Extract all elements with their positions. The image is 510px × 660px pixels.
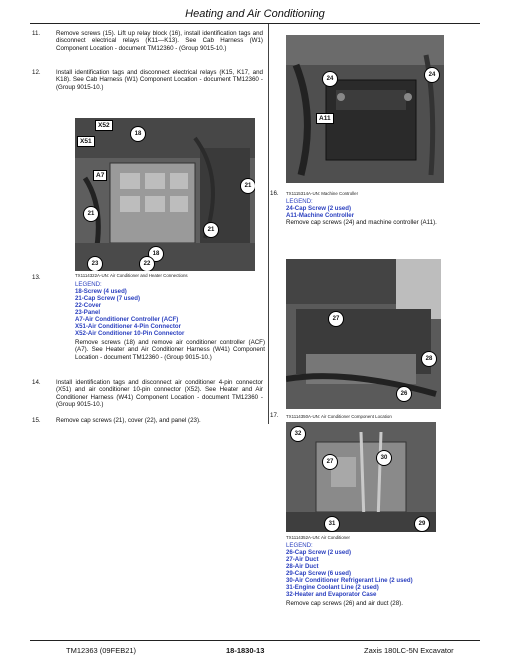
legend-item: 22-Cover bbox=[75, 302, 102, 309]
page-header-title: Heating and Air Conditioning bbox=[185, 8, 325, 20]
callout-23: 23 bbox=[87, 256, 103, 271]
callout-24-right: 24 bbox=[424, 67, 440, 83]
callout-27: 27 bbox=[322, 454, 338, 470]
callout-x51: X51 bbox=[77, 136, 95, 147]
callout-a11: A11 bbox=[316, 113, 334, 124]
callout-26: 26 bbox=[396, 386, 412, 402]
legend-item: X52-Air Conditioner 10-Pin Connector bbox=[75, 330, 185, 337]
legend-item: X51-Air Conditioner 4-Pin Connector bbox=[75, 323, 181, 330]
callout-21-right: 21 bbox=[240, 178, 255, 194]
step-11 bbox=[32, 30, 263, 52]
callout-22: 22 bbox=[139, 256, 155, 271]
legend-item: 24-Cap Screw (2 used) bbox=[286, 205, 352, 212]
legend-item: 29-Cap Screw (6 used) bbox=[286, 570, 352, 577]
callout-27: 27 bbox=[328, 311, 344, 327]
step-12 bbox=[32, 69, 263, 91]
step-13-text: Remove screws (18) and remove air conditioner controller (ACF) (A7). See Heater and Air Conditioner Harness (W41) Component Location - document TM12360 - (Group 9015-10.) bbox=[75, 339, 265, 361]
step-11-text: Remove screws (15). Lift up relay block (16), install identification tags and disconnect electrical relays (K11—K13). See Cab Harness (W1) Component Location - document TM12360 - (Group 9015-10.) bbox=[56, 30, 263, 52]
callout-32: 32 bbox=[290, 426, 306, 442]
step-14-number: 14. bbox=[32, 379, 41, 386]
header-rule bbox=[30, 23, 480, 24]
step-17-text: Remove cap screws (26) and air duct (28). bbox=[286, 600, 403, 607]
legend-item: 26-Cap Screw (2 used) bbox=[286, 549, 352, 556]
step-14 bbox=[32, 379, 263, 409]
callout-31: 31 bbox=[324, 516, 340, 532]
figure-1-illustration bbox=[75, 118, 255, 271]
step-16-number: 16. bbox=[270, 190, 279, 197]
step-16-text: Remove cap screws (24) and machine controller (A11). bbox=[286, 219, 437, 226]
figure-1-legend bbox=[75, 281, 265, 337]
callout-24-left: 24 bbox=[322, 71, 338, 87]
callout-21-lower: 21 bbox=[203, 222, 219, 238]
figure-3-caption: TX1114350A-UN: Air Conditioner Component Location bbox=[286, 414, 392, 419]
legend-item: 23-Panel bbox=[75, 309, 101, 316]
step-14-text: Install identification tags and disconnect air conditioner 4-pin connector (X51) and air conditioner 10-pin connector (X52). See Heater and Air Conditioner Harness (W41) Component Location - document TM12360 - (Group 9015-10.) bbox=[56, 379, 263, 409]
step-15 bbox=[32, 417, 263, 424]
legend-item: 30-Air Conditioner Refrigerant Line (2 used) bbox=[286, 577, 413, 584]
callout-29: 29 bbox=[414, 516, 430, 532]
legend-item: 21-Cap Screw (7 used) bbox=[75, 295, 141, 302]
figure-3-illustration bbox=[286, 259, 441, 409]
callout-28: 28 bbox=[421, 351, 437, 367]
legend-item: A7-Air Conditioner Controller (ACF) bbox=[75, 316, 179, 323]
footer-model: Zaxis 180LC-5N Excavator bbox=[364, 646, 454, 655]
figure-2-legend bbox=[286, 198, 486, 219]
figure-1-legend-title: LEGEND: bbox=[75, 281, 102, 288]
figure-4-legend-title: LEGEND: bbox=[286, 542, 313, 549]
figure-2-legend-title: LEGEND: bbox=[286, 198, 313, 205]
legend-item: 31-Engine Coolant Line (2 used) bbox=[286, 584, 379, 591]
step-15-number: 15. bbox=[32, 417, 41, 424]
footer-doc-id: TM12363 (09FEB21) bbox=[66, 646, 137, 655]
step-12-number: 12. bbox=[32, 69, 41, 76]
callout-21-left: 21 bbox=[83, 206, 99, 222]
figure-2-photo bbox=[286, 35, 444, 183]
step-15-text: Remove cap screws (21), cover (22), and panel (23). bbox=[56, 417, 201, 424]
legend-item: 27-Air Duct bbox=[286, 556, 319, 563]
legend-item: 18-Screw (4 used) bbox=[75, 288, 127, 295]
step-13-number: 13. bbox=[32, 274, 41, 281]
figure-4-legend bbox=[286, 542, 486, 598]
figure-2-illustration bbox=[286, 35, 444, 183]
legend-item: 28-Air Duct bbox=[286, 563, 319, 570]
callout-a7: A7 bbox=[93, 170, 107, 181]
step-12-text: Install identification tags and disconnect electrical relays (K15, K17, and K18). See Cab Harness (W1) Component Location - document TM12360 - (Group 9015-10.) bbox=[56, 69, 263, 91]
figure-4-photo bbox=[286, 422, 436, 532]
step-17-number: 17. bbox=[270, 412, 279, 419]
step-11-number: 11. bbox=[32, 30, 41, 37]
figure-4-caption: TX1114352A-UN: Air Conditioner bbox=[286, 535, 351, 540]
figure-1-photo bbox=[75, 118, 255, 271]
callout-x52: X52 bbox=[95, 120, 113, 131]
figure-2-caption: TX1115314A-UN: Machine Controller bbox=[286, 191, 359, 196]
callout-30: 30 bbox=[376, 450, 392, 466]
figure-1-caption: TX1114322A-UN: Air Conditioner and Heater Connections bbox=[75, 273, 188, 278]
column-divider bbox=[268, 24, 269, 424]
footer-rule bbox=[30, 640, 480, 641]
footer-page-number: 18-1830-13 bbox=[226, 646, 265, 655]
legend-item: 32-Heater and Evaporator Case bbox=[286, 591, 377, 598]
figure-3-photo bbox=[286, 259, 441, 409]
legend-item: A11-Machine Controller bbox=[286, 212, 355, 219]
callout-18-bottom: 18 bbox=[148, 246, 164, 262]
figure-4-illustration bbox=[286, 422, 436, 532]
callout-18-top: 18 bbox=[130, 126, 146, 142]
